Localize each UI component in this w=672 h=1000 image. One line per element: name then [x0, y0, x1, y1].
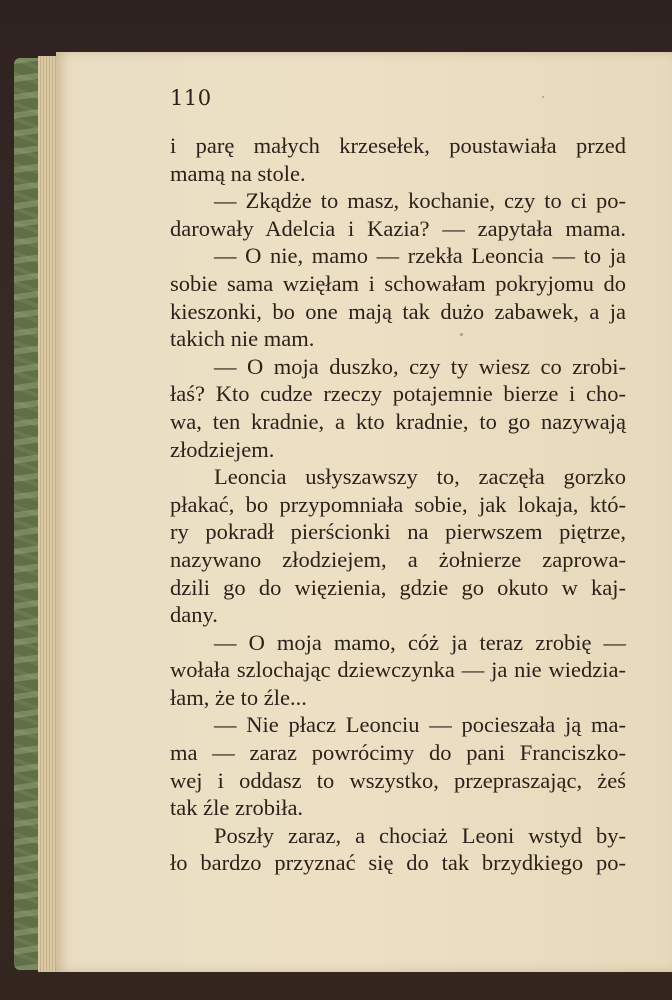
text-line: nazywano złodziejem, a żołnierze zaprowa- — [170, 546, 626, 572]
body-text — [170, 132, 626, 877]
text-line: kieszonki, bo one mają tak dużo zabawek, a ja — [170, 298, 626, 324]
text-line: sobie sama wzięłam i schowałam pokryjomu do — [170, 270, 626, 296]
text-line: ło bardzo przyznać się do tak brzydkiego po- — [170, 850, 626, 876]
text-line: tak źle zrobiła. — [170, 795, 304, 821]
text-line: takich nie mam. — [170, 326, 315, 352]
text-line: łam, że to źle... — [170, 684, 307, 710]
text-line: — Zkądże to masz, kochanie, czy to ci po- — [214, 188, 626, 214]
text-line: — O moja duszko, czy ty wiesz co zrobi- — [214, 353, 626, 379]
text-line: ry pokradł pierścionki na pierwszem piętrze, — [170, 519, 626, 545]
page-number: 110 — [170, 86, 212, 110]
text-line: ma — zaraz powrócimy do pani Franciszko- — [170, 740, 626, 766]
paper-speck — [542, 96, 544, 98]
text-line: wa, ten kradnie, a kto kradnie, to go nazywają — [170, 408, 626, 434]
text-line: łaś? Kto cudze rzeczy potajemnie bierze i cho- — [170, 381, 626, 407]
text-line: złodziejem. — [170, 436, 275, 462]
text-line: mamą na stole. — [170, 160, 306, 186]
text-line: — O nie, mamo — rzekła Leoncia — to ja — [214, 243, 626, 269]
text-line: płakać, bo przypomniała sobie, jak lokaja, któ- — [170, 491, 626, 517]
text-line: Poszły zaraz, a chociaż Leoni wstyd by- — [214, 822, 626, 848]
text-line: Leoncia usłyszawszy to, zaczęła gorzko — [214, 464, 626, 490]
text-line: dzili go do więzienia, gdzie go okuto w kaj- — [170, 574, 626, 600]
text-line: — O moja mamo, cóż ja teraz zrobię — — [214, 629, 626, 655]
text-line: dany. — [170, 602, 218, 628]
text-line: — Nie płacz Leonciu — pocieszała ją ma- — [214, 712, 626, 738]
text-line: darowały Adelcia i Kazia? — zapytała mama. — [170, 215, 626, 241]
text-line: wej i oddasz to wszystko, przepraszając, żeś — [170, 767, 626, 793]
text-line: i parę małych krzesełek, poustawiała przed — [170, 133, 626, 158]
text-line: wołała szlochając dziewczynka — ja nie wiedzia- — [170, 657, 626, 683]
paper-speck — [460, 333, 463, 336]
paper-speck — [466, 974, 470, 978]
